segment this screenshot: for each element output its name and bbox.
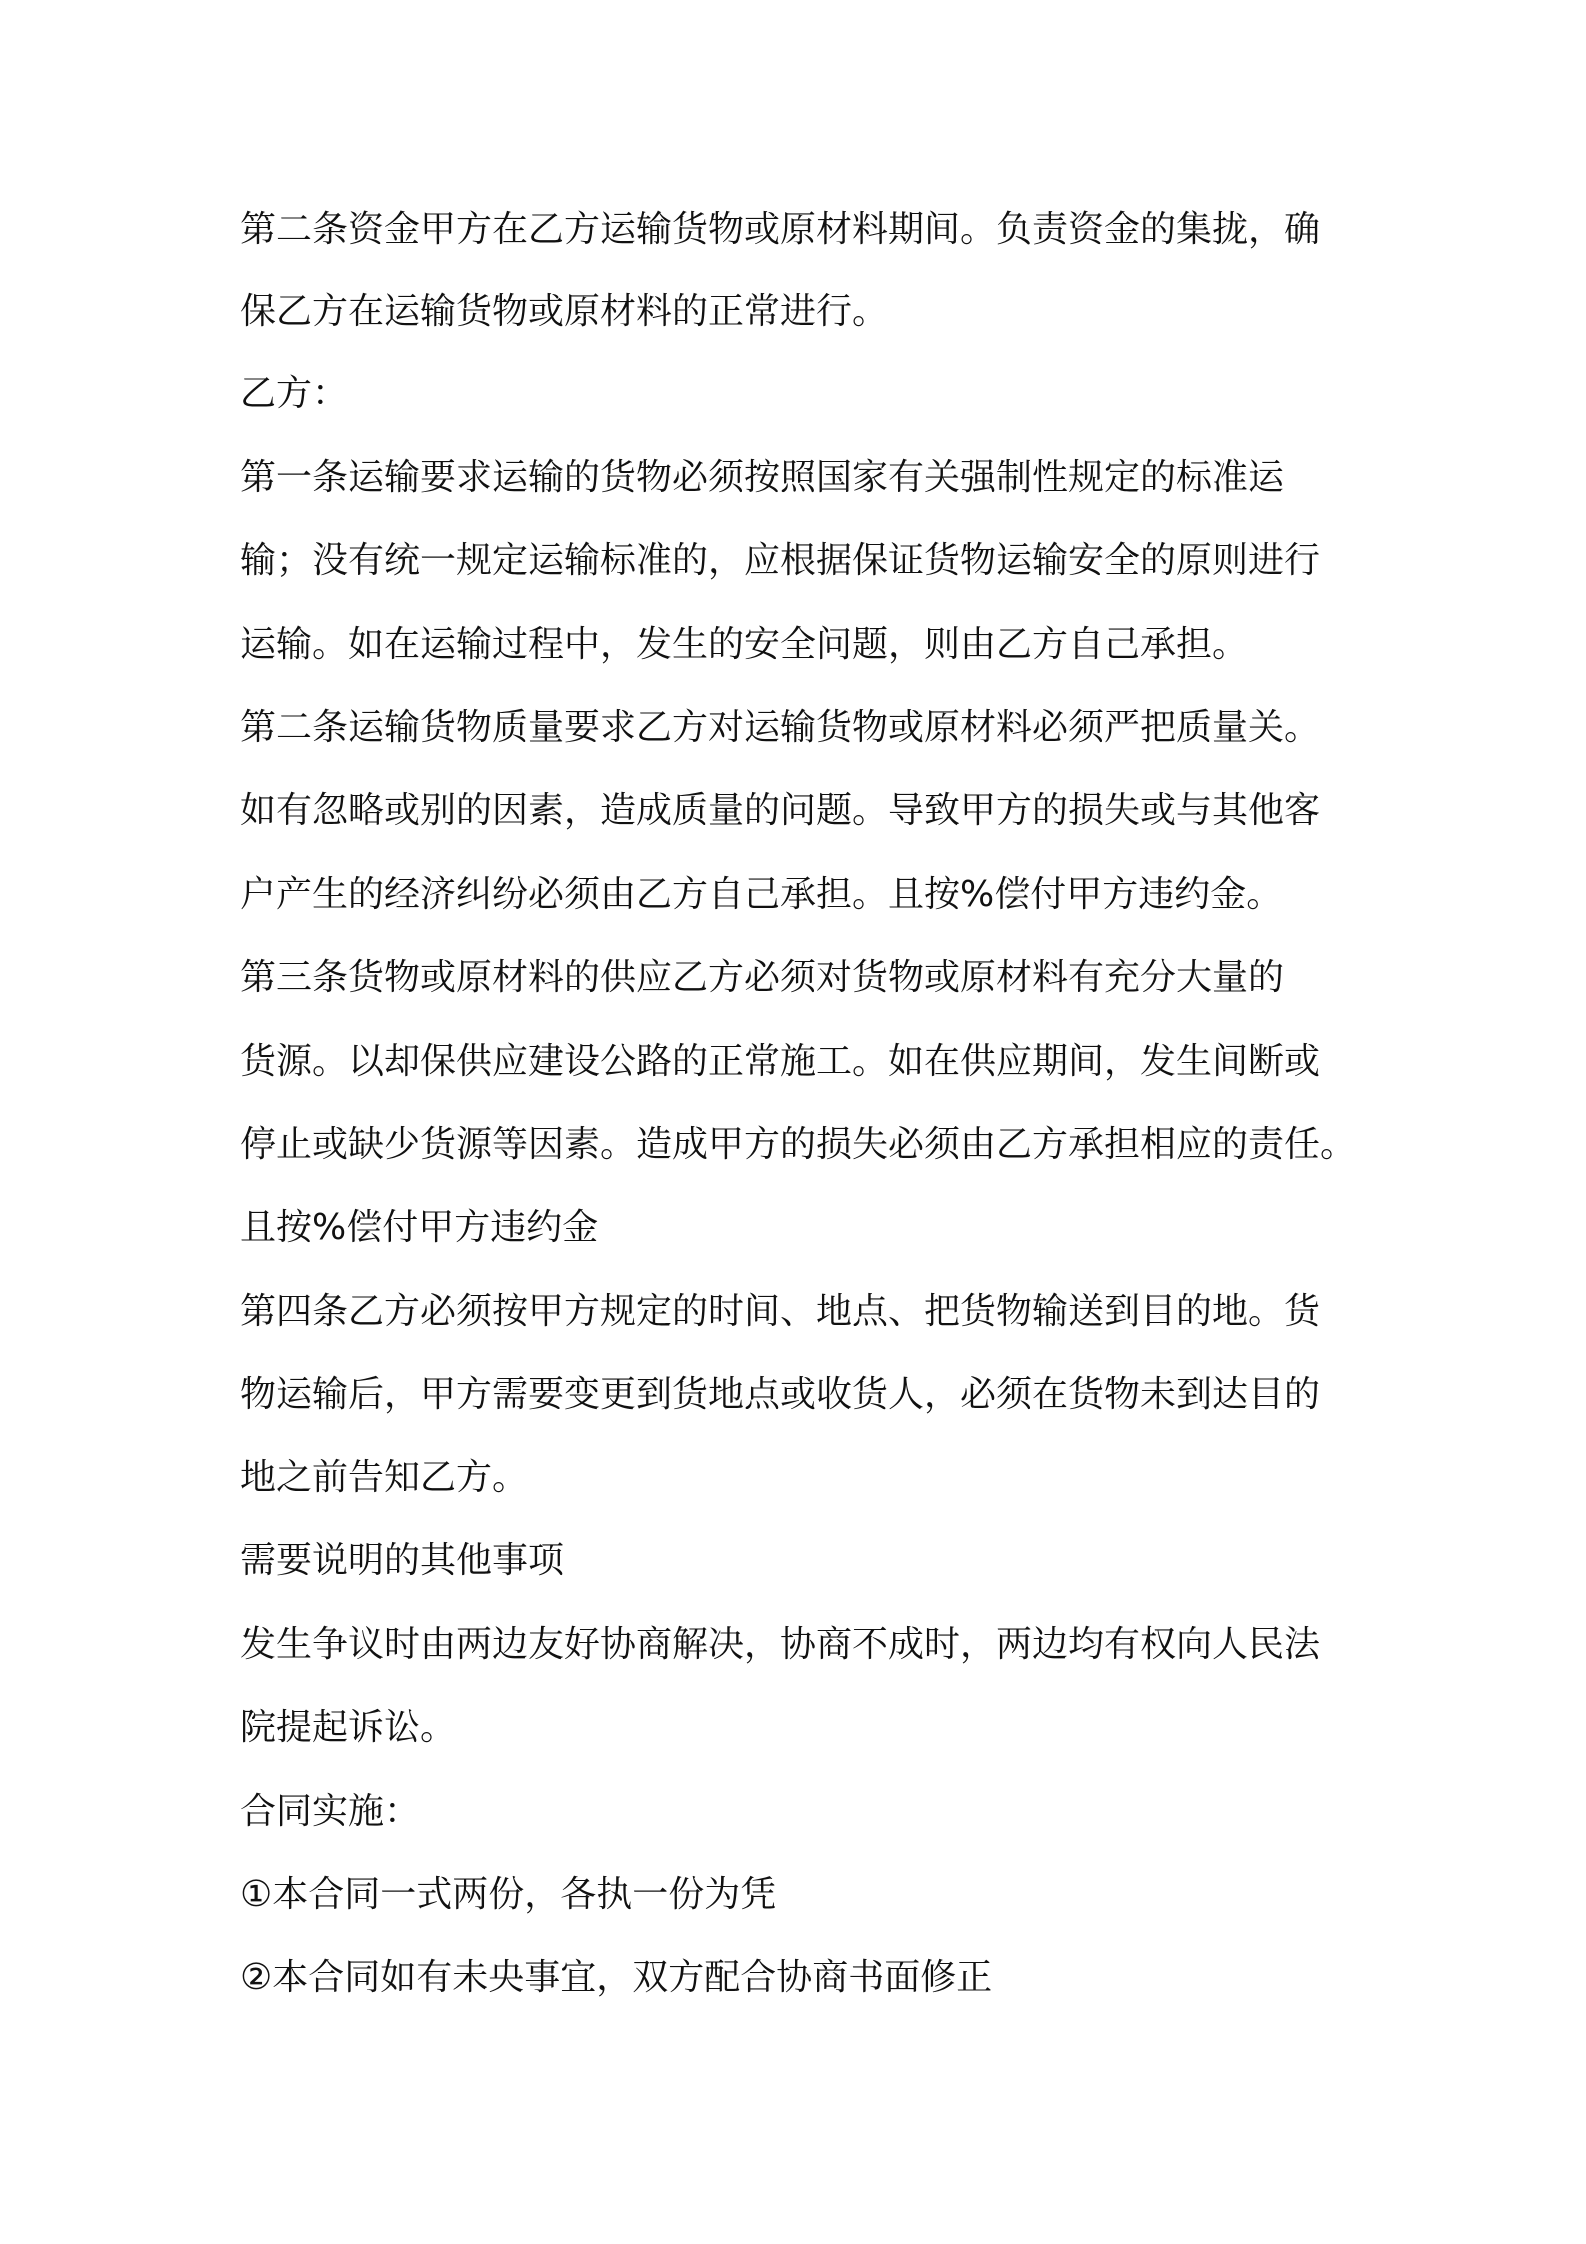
text-line-9: 户产生的经济纠纷必须由乙方自己承担。且按%偿付甲方违约金。 [240, 874, 1283, 915]
text-line-14: 第四条乙方必须按甲方规定的时间、地点、把货物输送到目的地。货 [240, 1291, 1321, 1332]
text-line-20: 合同实施： [240, 1791, 421, 1832]
text-line-19: 院提起诉讼。 [240, 1707, 457, 1748]
text-line-16: 地之前告知乙方。 [240, 1457, 529, 1498]
text-line-10: 第三条货物或原材料的供应乙方必须对货物或原材料有充分大量的 [240, 957, 1285, 998]
text-line-21: ①本合同一式两份，各执一份为凭 [240, 1874, 777, 1915]
text-line-8: 如有忽略或别的因素，造成质量的问题。导致甲方的损失或与其他客 [240, 790, 1321, 831]
text-line-2: 保乙方在运输货物或原材料的正常进行。 [240, 291, 889, 332]
text-line-22: ②本合同如有未央事宜，双方配合协商书面修正 [240, 1957, 993, 1998]
text-line-3: 乙方： [240, 373, 349, 414]
text-line-7: 第二条运输货物质量要求乙方对运输货物或原材料必须严把质量关。 [240, 707, 1321, 748]
text-line-11: 货源。以却保供应建设公路的正常施工。如在供应期间，发生间断或 [240, 1041, 1321, 1082]
text-line-13: 且按%偿付甲方违约金 [240, 1207, 599, 1248]
text-line-4: 第一条运输要求运输的货物必须按照国家有关强制性规定的标准运 [240, 457, 1285, 498]
text-line-6: 运输。如在运输过程中，发生的安全问题，则由乙方自己承担。 [240, 624, 1249, 665]
text-line-15: 物运输后，甲方需要变更到货地点或收货人，必须在货物未到达目的 [240, 1374, 1321, 1415]
text-line-18: 发生争议时由两边友好协商解决，协商不成时，两边均有权向人民法 [240, 1624, 1321, 1665]
text-line-12: 停止或缺少货源等因素。造成甲方的损失必须由乙方承担相应的责任。 [240, 1124, 1357, 1165]
text-line-5: 输；没有统一规定运输标准的，应根据保证货物运输安全的原则进行 [240, 540, 1321, 581]
text-line-17: 需要说明的其他事项 [240, 1540, 565, 1581]
text-line-1: 第二条资金甲方在乙方运输货物或原材料期间。负责资金的集拢，确 [240, 209, 1321, 250]
